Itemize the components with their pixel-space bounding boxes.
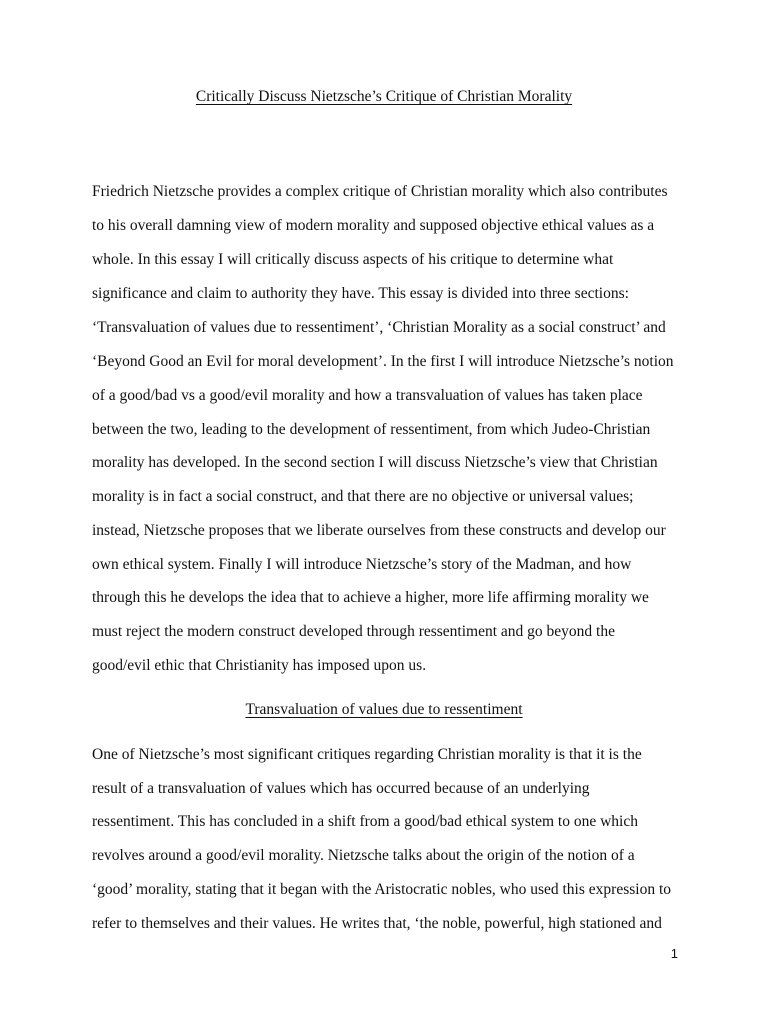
paragraph-line: of a good/bad vs a good/evil morality and how a transvaluation of values has taken place (92, 387, 643, 404)
paragraph-line: own ethical system. Finally I will introduce Nietzsche’s story of the Madman, and how (92, 556, 632, 573)
section-heading: Transvaluation of values due to ressentiment (245, 701, 523, 718)
paragraph-line: result of a transvaluation of values which has occurred because of an underlying (92, 780, 590, 797)
paragraph-line: revolves around a good/evil morality. Nietzsche talks about the origin of the notion of a (92, 847, 635, 864)
paragraph-line: ‘good’ morality, stating that it began with the Aristocratic nobles, who used this expression to (92, 881, 671, 898)
paragraph-line: to his overall damning view of modern morality and supposed objective ethical values as a (92, 217, 655, 234)
paragraph-line: One of Nietzsche’s most significant critiques regarding Christian morality is that it is the (92, 746, 642, 763)
paragraph-line: instead, Nietzsche proposes that we liberate ourselves from these constructs and develop our (92, 522, 666, 539)
paragraph-line: between the two, leading to the development of ressentiment, from which Judeo-Christian (92, 421, 651, 438)
paragraph-line: good/evil ethic that Christianity has imposed upon us. (92, 657, 427, 674)
document-title: Critically Discuss Nietzsche’s Critique of Christian Morality (195, 88, 573, 105)
paragraph-line: morality is in fact a social construct, and that there are no objective or universal values; (92, 488, 634, 505)
paragraph-line: must reject the modern construct developed through ressentiment and go beyond the (92, 623, 615, 640)
paragraph-line: ressentiment. This has concluded in a shift from a good/bad ethical system to one which (92, 813, 638, 830)
paragraph-line: morality has developed. In the second section I will discuss Nietzsche’s view that Christian (92, 454, 658, 471)
page-number: 1 (670, 946, 678, 961)
paragraph-line: ‘Beyond Good an Evil for moral development’. In the first I will introduce Nietzsche’s notion (92, 353, 674, 370)
paragraph-line: ‘Transvaluation of values due to ressentiment’, ‘Christian Morality as a social construct’ and (92, 319, 666, 336)
paragraph-line: significance and claim to authority they have. This essay is divided into three sections: (92, 285, 629, 302)
paragraph-line: through this he develops the idea that to achieve a higher, more life affirming morality we (92, 589, 649, 606)
paragraph-line: refer to themselves and their values. He writes that, ‘the noble, powerful, high stationed and (92, 915, 662, 932)
paragraph-line: Friedrich Nietzsche provides a complex critique of Christian morality which also contributes (92, 183, 668, 200)
paragraph-line: whole. In this essay I will critically discuss aspects of his critique to determine what (92, 251, 614, 268)
